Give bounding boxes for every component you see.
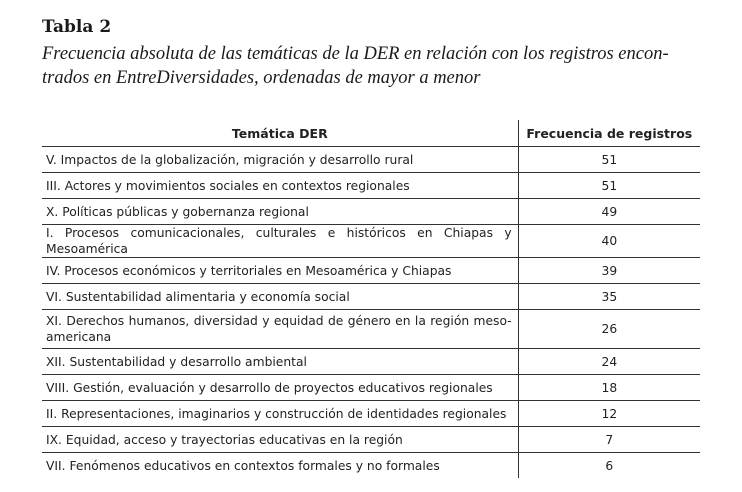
frequency-cell: 12 — [518, 401, 700, 427]
table-row — [42, 225, 700, 258]
table-row — [42, 258, 700, 284]
table-row — [42, 427, 700, 453]
caption-line-1: Frecuencia absoluta de las temáticas de la DER en relación con los registros encon- — [42, 44, 669, 64]
topic-cell: VI. Sustentabilidad alimentaria y economía social — [42, 284, 518, 310]
table-row — [42, 147, 700, 173]
table-row — [42, 453, 700, 479]
frequency-cell: 26 — [518, 310, 700, 349]
table-row — [42, 310, 700, 349]
table-row — [42, 199, 700, 225]
header-frequency: Frecuencia de registros — [518, 120, 700, 147]
table-row — [42, 173, 700, 199]
topic-cell: VIII. Gestión, evaluación y desarrollo de proyectos educativos regionales — [42, 375, 518, 401]
frequency-cell: 18 — [518, 375, 700, 401]
frequency-cell: 24 — [518, 349, 700, 375]
table-row — [42, 349, 700, 375]
frequency-table — [42, 120, 700, 478]
frequency-cell: 39 — [518, 258, 700, 284]
topic-cell: I. Procesos comunicacionales, culturales e históricos en Chiapas y Mesoamérica — [42, 225, 518, 258]
frequency-cell: 40 — [518, 225, 700, 258]
header-row — [42, 120, 700, 147]
frequency-cell: 7 — [518, 427, 700, 453]
frequency-cell: 6 — [605, 458, 614, 473]
table-label: Tabla 2 — [42, 17, 112, 37]
table-body — [42, 147, 700, 479]
caption-line-2: trados en EntreDiversidades, ordenadas de mayor a menor — [42, 68, 481, 88]
frequency-cell: 35 — [518, 284, 700, 310]
topic-cell: VII. Fenómenos educativos en contextos formales y no formales — [42, 453, 518, 479]
topic-cell: V. Impactos de la globalización, migración y desarrollo rural — [42, 147, 518, 173]
topic-cell: IX. Equidad, acceso y trayectorias educativas en la región — [42, 427, 518, 453]
table-row — [42, 284, 700, 310]
table-row — [42, 401, 700, 427]
topic-cell: III. Actores y movimientos sociales en contextos regionales — [42, 173, 518, 199]
frequency-cell: 51 — [518, 147, 700, 173]
frequency-cell: 49 — [518, 199, 700, 225]
topic-cell: X. Políticas públicas y gobernanza regional — [42, 199, 518, 225]
topic-cell: II. Representaciones, imaginarios y construcción de identidades regionales — [42, 401, 518, 427]
table-row — [42, 375, 700, 401]
table-caption — [42, 42, 714, 90]
topic-cell: IV. Procesos económicos y territoriales en Mesoamérica y Chiapas — [42, 258, 518, 284]
topic-cell: XII. Sustentabilidad y desarrollo ambiental — [42, 349, 518, 375]
frequency-cell: 51 — [518, 173, 700, 199]
header-topic: Temática DER — [42, 120, 518, 147]
topic-cell: XI. Derechos humanos, diversidad y equidad de género en la región meso- americana — [42, 310, 518, 349]
table-header — [42, 120, 700, 147]
